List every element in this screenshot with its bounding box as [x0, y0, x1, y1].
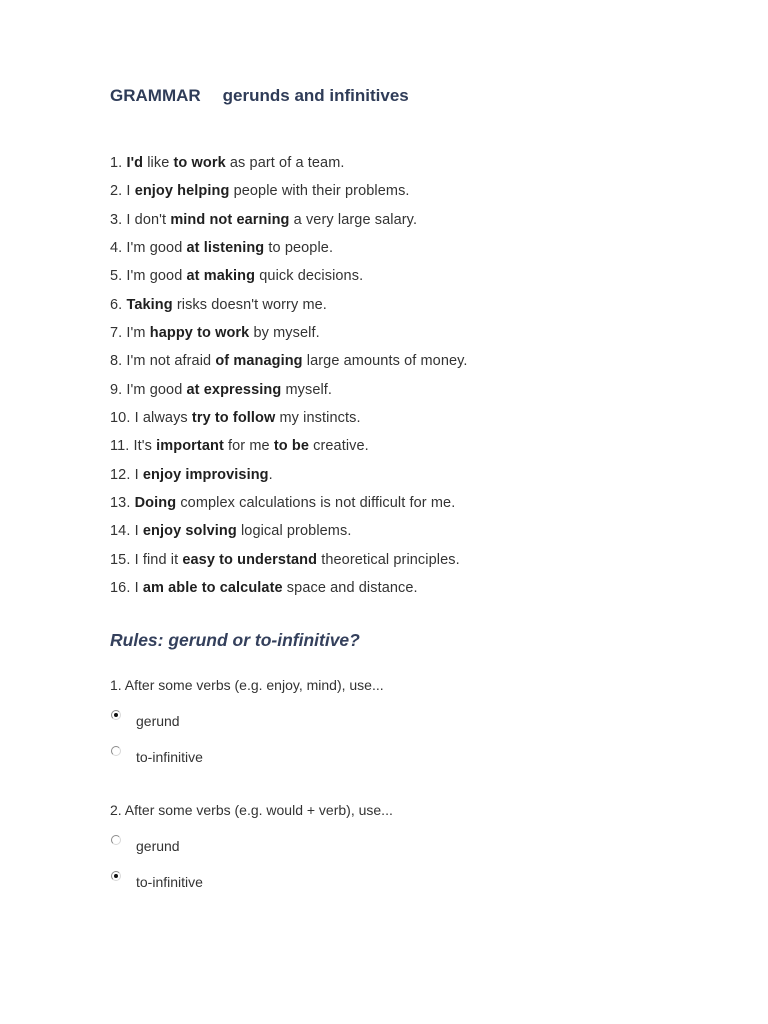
sentence-item: [110, 351, 468, 379]
sentence-target-phrase: of managing: [215, 353, 303, 370]
option-label: to-infinitive: [136, 749, 203, 765]
sentence-item: [110, 408, 468, 436]
sentence-text: I: [122, 183, 135, 200]
sentence-text: I'm good: [122, 381, 187, 398]
rule-question-2: [110, 800, 610, 907]
sentence-text: I: [130, 466, 143, 483]
sentence-number: 11.: [110, 438, 130, 455]
sentence-item: [110, 436, 468, 464]
rule-question-1: [110, 675, 610, 782]
sentence-target-phrase: at listening: [186, 240, 265, 257]
rules-title: Rules: gerund or to-infinitive?: [110, 630, 360, 650]
sentence-text: space and distance.: [282, 580, 418, 597]
sentence-target-phrase: try to follow: [191, 410, 276, 427]
sentence-text: I find it: [130, 551, 183, 568]
sentence-item: [110, 181, 468, 209]
sentence-item: [110, 521, 468, 549]
sentence-number: 16.: [110, 580, 131, 597]
option-gerund[interactable]: [110, 835, 610, 871]
sentence-text: quick decisions.: [255, 268, 364, 285]
sentence-text: like: [143, 155, 174, 171]
sentence-text: I'm good: [122, 268, 187, 285]
header-subject: gerunds and infinitives: [222, 86, 409, 105]
radio-button[interactable]: [111, 835, 121, 845]
sentence-number: 14.: [110, 523, 131, 540]
sentence-item: [110, 153, 468, 181]
sentence-text: I'm: [122, 325, 150, 342]
sentence-target-phrase: happy to work: [149, 325, 250, 342]
sentence-target-phrase: important: [156, 438, 224, 455]
sentence-target-phrase: am able to calculate: [142, 580, 283, 597]
sentence-target-phrase: to work: [173, 155, 226, 171]
sentence-number: 1.: [110, 155, 123, 171]
sentence-target-phrase: to be: [273, 438, 309, 455]
sentence-number: 7.: [110, 325, 123, 342]
sentence-number: 3.: [110, 211, 123, 228]
sentence-text: people with their problems.: [229, 183, 410, 200]
sentence-item: [110, 550, 468, 578]
sentence-target-phrase: enjoy solving: [142, 523, 237, 540]
option-label: gerund: [136, 713, 180, 729]
sentence-item: [110, 578, 468, 606]
sentence-text: I always: [130, 410, 192, 427]
option-label: to-infinitive: [136, 874, 203, 890]
sentence-target-phrase: easy to understand: [182, 551, 318, 568]
sentence-text: myself.: [281, 381, 333, 398]
sentence-text: to people.: [264, 240, 334, 257]
sentence-item: [110, 210, 468, 238]
radio-button[interactable]: [111, 871, 121, 881]
sentence-item: [110, 295, 468, 323]
sentence-target-phrase: at making: [186, 268, 256, 285]
sentence-number: 15.: [110, 551, 131, 568]
sentence-item: [110, 238, 468, 266]
sentence-target-phrase: mind not earning: [170, 211, 290, 228]
sentence-item: [110, 493, 468, 521]
sentence-target-phrase: Taking: [126, 296, 173, 313]
sentence-text: logical problems.: [236, 523, 352, 540]
sentence-number: 4.: [110, 240, 123, 257]
sentence-number: 5.: [110, 268, 123, 285]
question-text: 1. After some verbs (e.g. enjoy, mind), use...: [110, 677, 384, 693]
sentence-text: .: [268, 466, 273, 483]
page-title: [110, 86, 409, 106]
sentence-text: I don't: [122, 211, 171, 228]
sentence-text: It's: [129, 438, 157, 455]
sentence-item: [110, 266, 468, 294]
option-gerund[interactable]: [110, 710, 610, 746]
sentence-item: [110, 380, 468, 408]
option-to-infinitive[interactable]: [110, 746, 610, 782]
radio-button[interactable]: [111, 710, 121, 720]
sentence-text: I'm good: [122, 240, 187, 257]
option-label: gerund: [136, 838, 180, 854]
sentence-number: 2.: [110, 183, 123, 200]
header-label: GRAMMAR: [110, 86, 201, 105]
sentence-target-phrase: I'd: [126, 155, 144, 171]
sentence-text: complex calculations is not difficult for me.: [176, 495, 456, 512]
sentence-list: [110, 153, 468, 607]
sentence-number: 9.: [110, 381, 123, 398]
sentence-text: as part of a team.: [225, 155, 345, 171]
sentence-number: 12.: [110, 466, 131, 483]
sentence-text: for me: [223, 438, 274, 455]
sentence-number: 8.: [110, 353, 123, 370]
sentence-text: risks doesn't worry me.: [172, 296, 327, 313]
sentence-text: I: [130, 580, 143, 597]
sentence-text: theoretical principles.: [317, 551, 460, 568]
sentence-target-phrase: enjoy improvising: [142, 466, 269, 483]
sentence-number: 13.: [110, 495, 131, 512]
sentence-text: by myself.: [249, 325, 320, 342]
option-to-infinitive[interactable]: [110, 871, 610, 907]
sentence-number: 6.: [110, 296, 123, 313]
sentence-item: [110, 323, 468, 351]
sentence-text: large amounts of money.: [302, 353, 468, 370]
sentence-text: a very large salary.: [289, 211, 418, 228]
sentence-text: I'm not afraid: [122, 353, 216, 370]
sentence-target-phrase: enjoy helping: [134, 183, 230, 200]
sentence-number: 10.: [110, 410, 131, 427]
sentence-text: I: [130, 523, 143, 540]
sentence-text: my instincts.: [275, 410, 361, 427]
radio-button[interactable]: [111, 746, 121, 756]
question-text: 2. After some verbs (e.g. would + verb), use...: [110, 802, 393, 818]
sentence-target-phrase: at expressing: [186, 381, 282, 398]
sentence-item: [110, 465, 468, 493]
sentence-target-phrase: Doing: [134, 495, 177, 512]
sentence-text: creative.: [308, 438, 369, 455]
